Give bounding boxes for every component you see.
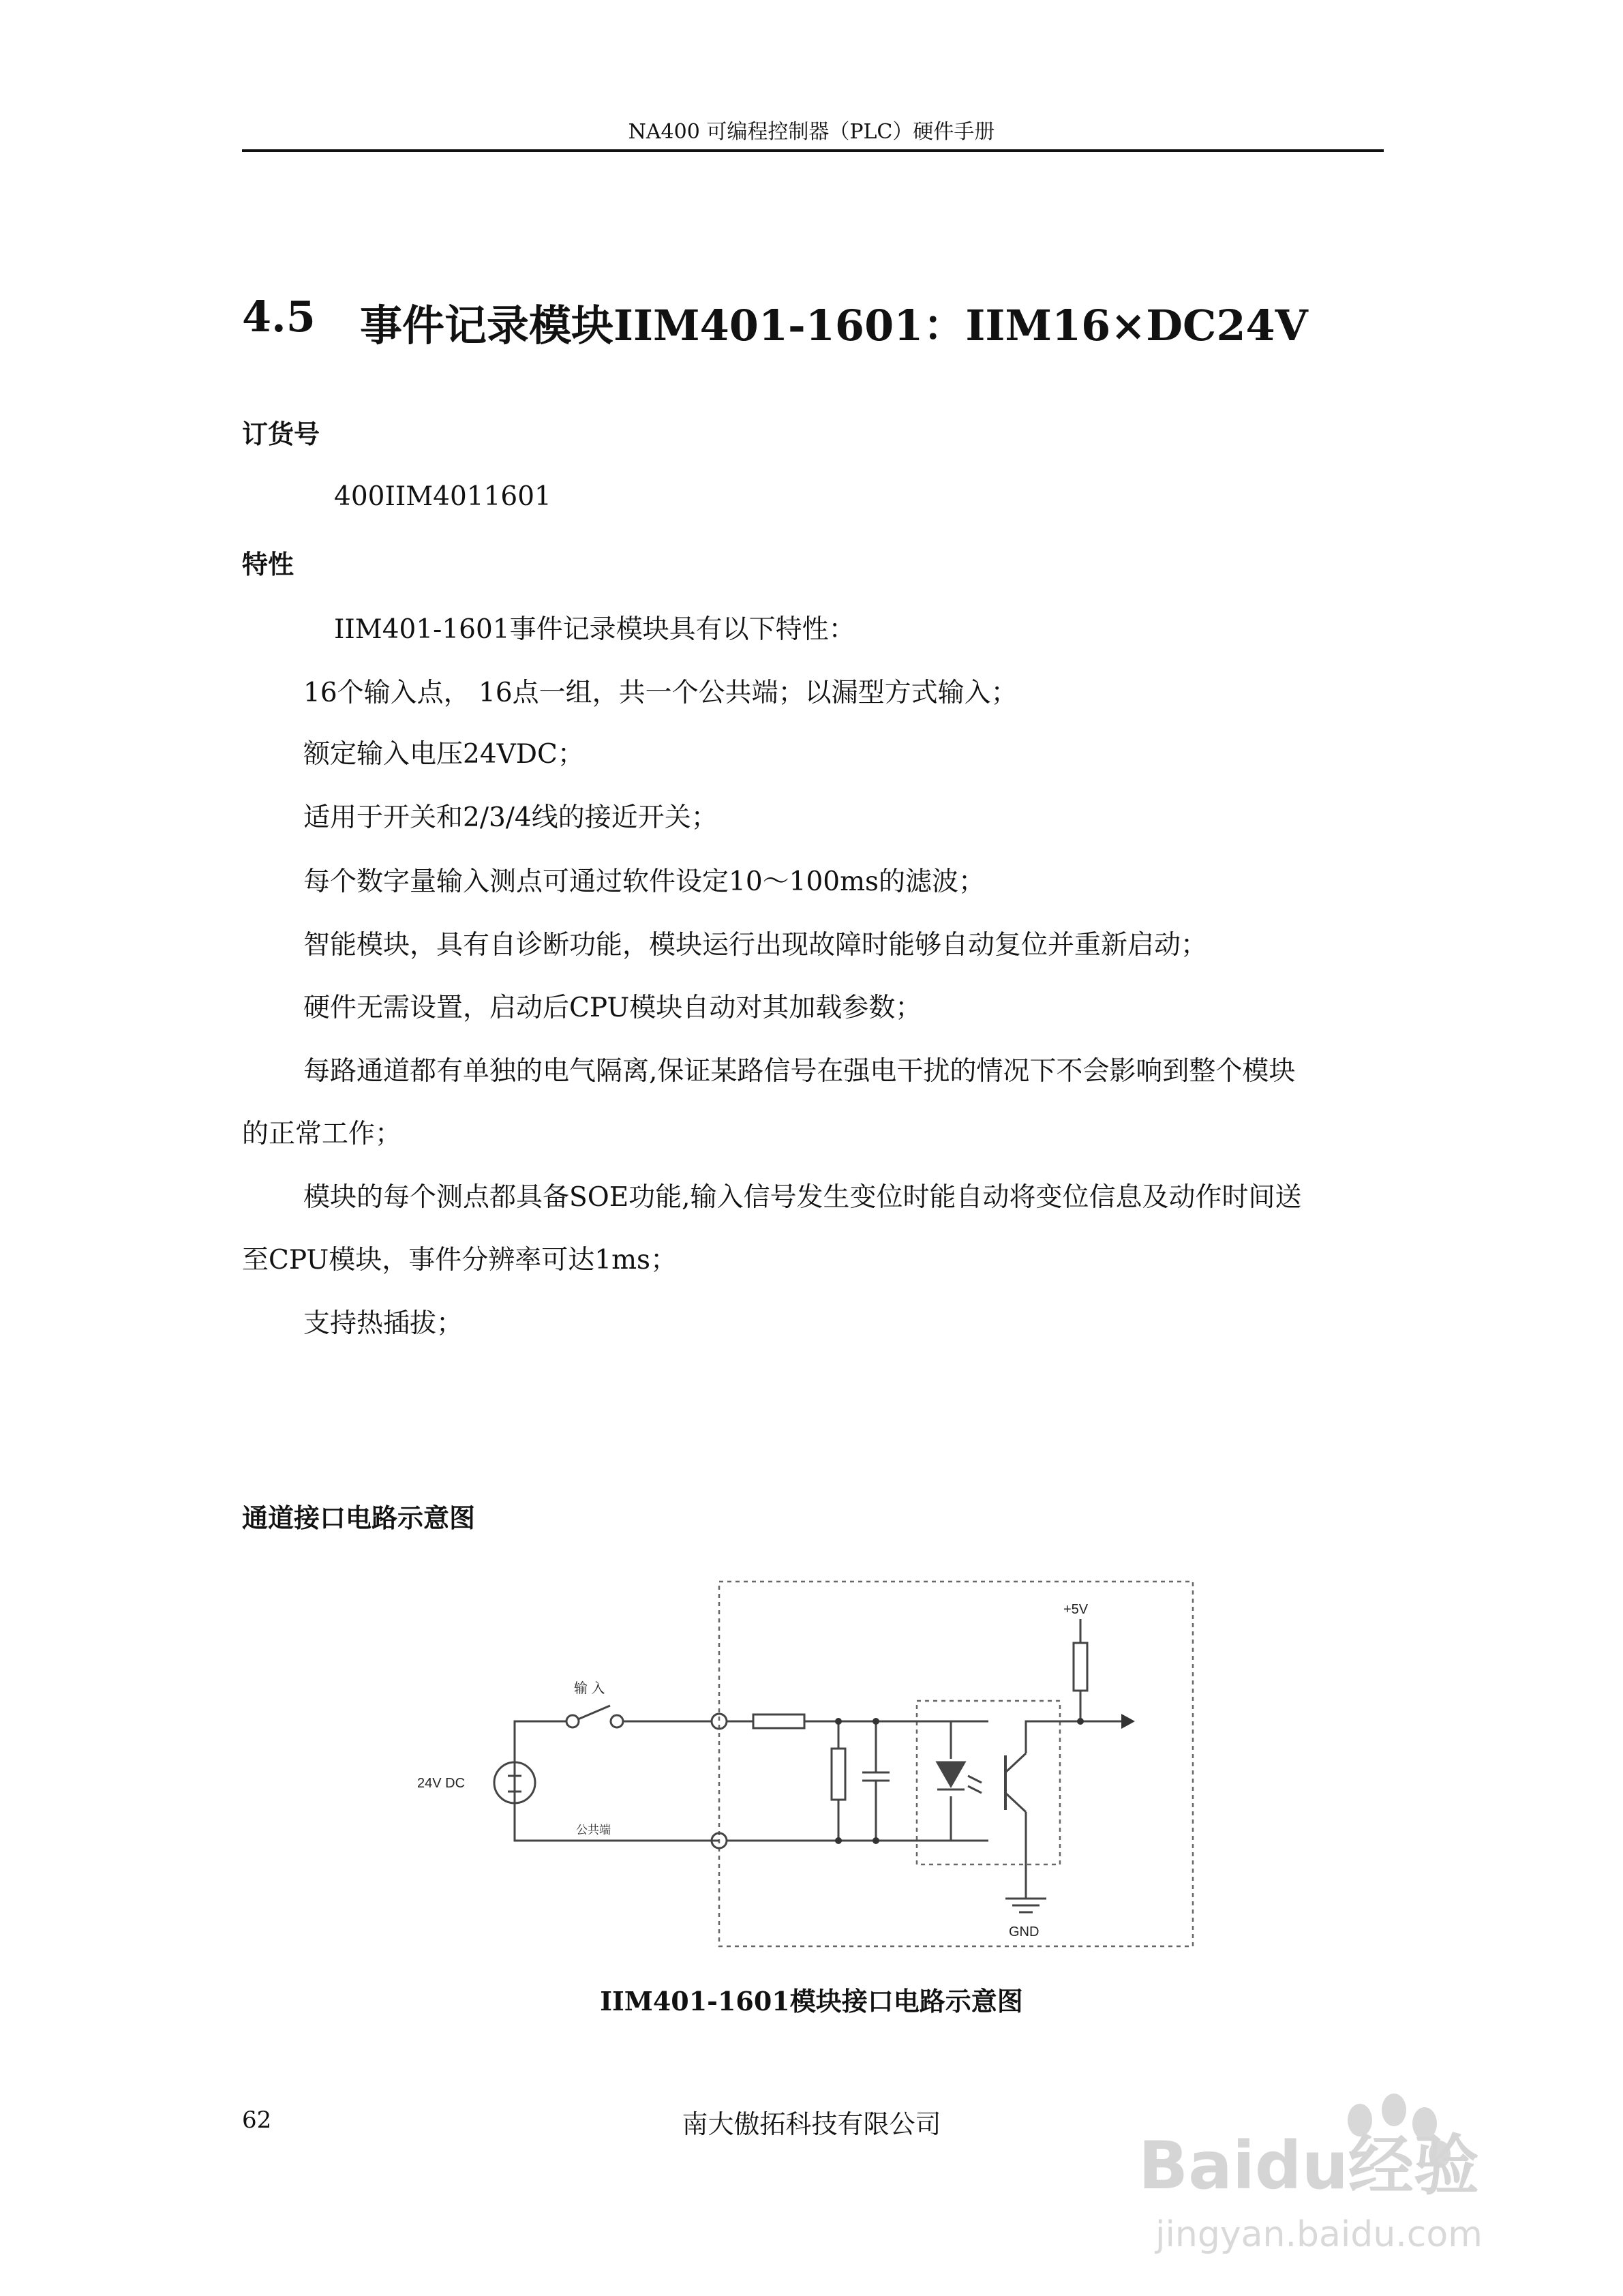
watermark-url: jingyan.baidu.com (1155, 2214, 1483, 2255)
paw-toe (1382, 2094, 1406, 2126)
feature-line: 每路通道都有单独的电气隔离,保证某路信号在强电干扰的情况下不会影响到整个模块 (303, 1056, 1296, 1087)
external-wire (515, 1721, 719, 1841)
label-24v-dc: 24V DC (417, 1776, 466, 1791)
switch-contact (566, 1715, 579, 1727)
feature-line: 适用于开关和2/3/4线的接近开关； (303, 802, 718, 833)
output-arrow (1121, 1714, 1135, 1729)
junction-dot (835, 1718, 842, 1725)
shunt-resistor (832, 1749, 845, 1800)
feature-line: 模块的每个测点都具备SOE功能,输入信号发生变位时能自动将变位信息及动作时间送 (303, 1182, 1302, 1213)
light-arrow (968, 1786, 982, 1793)
feature-line: 智能模块，具有自诊断功能，模块运行出现故障时能够自动复位并重新启动； (303, 930, 1208, 961)
light-arrow (968, 1776, 982, 1783)
order-number-value: 400IIM4011601 (334, 481, 551, 512)
order-number-label: 订货号 (242, 419, 320, 449)
footer-company: 南大傲拓科技有限公司 (682, 2109, 941, 2139)
section-title: 事件记录模块IIM401-1601：IIM16×DC24V (360, 301, 1308, 350)
junction-dot (1077, 1718, 1084, 1725)
junction-dot (873, 1837, 879, 1844)
feature-line: 硬件无需设置，启动后CPU模块自动对其加载参数； (303, 993, 922, 1023)
feature-line: 至CPU模块，事件分辨率可达1ms； (242, 1245, 678, 1275)
label-gnd: GND (1009, 1924, 1040, 1939)
feature-line: 每个数字量输入测点可通过软件设定10～100ms的滤波； (303, 866, 986, 897)
feature-line: 的正常工作； (242, 1119, 402, 1149)
input-resistor (753, 1715, 804, 1728)
label-plus-5v: +5V (1063, 1602, 1089, 1617)
features-label: 特性 (242, 549, 294, 579)
led-diode (937, 1762, 965, 1786)
circuit-caption: IIM401-1601模块接口电路示意图 (600, 1986, 1023, 2016)
baidu-watermark (1125, 2072, 1602, 2277)
feature-line: 16个输入点， 16点一组，共一个公共端；以漏型方式输入； (303, 678, 1018, 708)
page-number: 62 (242, 2106, 272, 2134)
feature-line: 额定输入电压24VDC； (303, 739, 584, 770)
feature-line: 支持热插拔； (303, 1308, 464, 1339)
switch-lever (578, 1706, 610, 1719)
features-intro: IIM401-1601事件记录模块具有以下特性： (334, 614, 855, 645)
junction-dot (873, 1718, 879, 1725)
junction-dot (835, 1837, 842, 1844)
watermark-brand: Baidu经验 (1138, 2128, 1479, 2204)
section-number: 4.5 (242, 292, 316, 342)
label-input: 输 入 (574, 1681, 605, 1696)
label-common: 公共端 (576, 1824, 611, 1837)
header-title: NA400 可编程控制器（PLC）硬件手册 (628, 120, 995, 144)
pullup-resistor (1074, 1643, 1087, 1691)
circuit-label: 通道接口电路示意图 (242, 1503, 476, 1533)
switch-contact (611, 1715, 623, 1727)
